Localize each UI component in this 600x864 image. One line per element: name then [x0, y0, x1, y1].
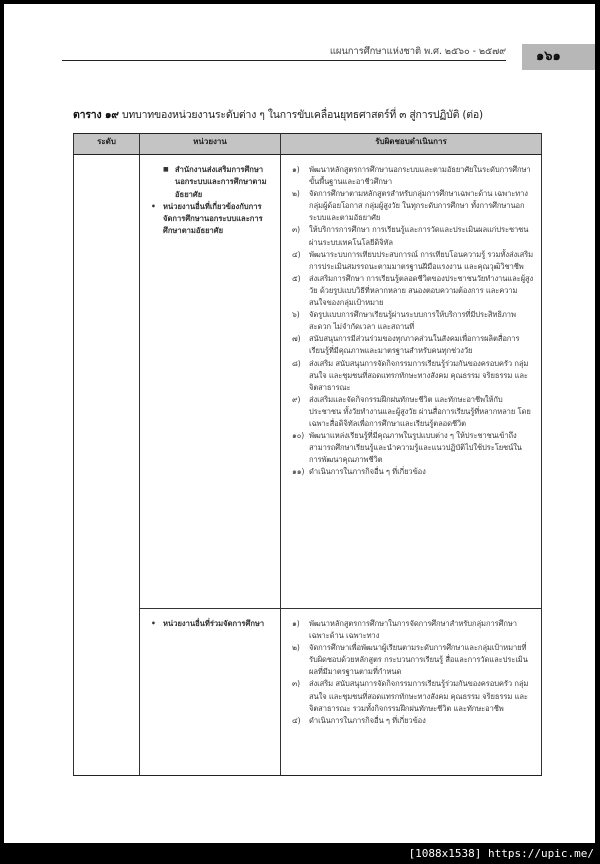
list-item: ๒) จัดการศึกษาเพื่อพัฒนาผู้เรียนตามระดับการศึกษาและกลุ่มเป้าหมายที่รับผิดชอบด้วยหลักสูตร กระบวนการเรียนรู้ สื่อและการวัดและประเมินผลที่มีมาตรฐานตามที่กำหนด — [292, 643, 528, 677]
column-header-responsibility: รับผิดชอบดำเนินการ — [281, 134, 542, 155]
running-header-title: แผนการศึกษาแห่งชาติ พ.ศ. ๒๕๖๐ - ๒๕๗๙ — [62, 45, 506, 61]
list-item: ■ สำนักงานส่งเสริมการศึกษานอกระบบและการศึกษาตามอัธยาศัย — [163, 165, 267, 199]
table-caption — [73, 107, 543, 123]
image-host-watermark: [1088x1538] https://upic.me/ — [0, 843, 600, 864]
list-item: ๓) ให้บริการการศึกษา การเรียนรู้และการวัดและประเมินผลแก่ประชาชนผ่านระบบเทคโนโลยีดิจิทัล — [292, 225, 529, 247]
list-item: ๘) ส่งเสริม สนับสนุนการจัดกิจกรรมการเรียนรู้ร่วมกันของครอบครัว กลุ่มสนใจ และชุมชนที่สอดแทรกทักษะทางสังคม คุณธรรม จริยธรรม และจิตสาธารณะ — [292, 358, 529, 392]
unit-cell — [140, 609, 281, 776]
document-page — [4, 4, 595, 843]
list-item: ๑) พัฒนาหลักสูตรการศึกษาในการจัดการศึกษาสำหรับกลุ่มการศึกษาเฉพาะด้าน เฉพาะทาง — [292, 619, 517, 641]
list-item: ๔) พัฒนาระบบการเทียบประสบการณ์ การเทียบโอนความรู้ รวมทั้งส่งเสริมการประเมินสมรรถนะตามมาตรฐานฝีมือแรงงาน และคุณวุฒิวิชาชีพ — [292, 249, 534, 271]
list-item: ๔) ดำเนินการในภารกิจอื่น ๆ ที่เกี่ยวข้อง — [292, 715, 426, 725]
level-cell — [74, 155, 140, 776]
page-number-badge: ๑๖๑ — [522, 44, 595, 70]
list-item: ๑) พัฒนาหลักสูตรการศึกษานอกระบบและตามอัธยาศัยในระดับการศึกษาขั้นพื้นฐานและอาชีวศึกษา — [292, 165, 531, 187]
column-header-level: ระดับ — [74, 134, 140, 155]
list-item: • หน่วยงานอื่นที่เกี่ยวข้องกับการจัดการศึกษานอกระบบและการศึกษาตามอัธยาศัย — [151, 201, 263, 236]
table-row — [74, 609, 542, 776]
table-caption-label: ตาราง ๑๙ — [73, 109, 119, 121]
table-row — [74, 155, 542, 609]
list-item: ๕) ส่งเสริมการศึกษา การเรียนรู้ตลอดชีวิตของประชาชนวัยทำงานและผู้สูงวัย ด้วยรูปแบบวิธีที่หลากหลาย สนองตอบความต้องการ และความสนใจของกลุ่มเป้าหมาย — [292, 273, 534, 308]
unit-list — [141, 156, 279, 244]
list-item: ๑๑) ดำเนินการในภารกิจอื่น ๆ ที่เกี่ยวข้อง — [292, 467, 426, 477]
square-bullet-icon: ■ — [163, 166, 169, 173]
responsibility-list — [282, 156, 540, 485]
bullet-icon: • — [151, 201, 156, 211]
table-header-row — [74, 134, 542, 155]
bullet-icon: • — [151, 619, 156, 628]
column-header-unit: หน่วยงาน — [140, 134, 281, 155]
list-item: ๓) ส่งเสริม สนับสนุนการจัดกิจกรรมการเรียนรู้ร่วมกันของครอบครัว กลุ่มสนใจ และชุมชนที่สอดแทรกทักษะทางสังคม คุณธรรม จริยธรรม และจิตสาธารณะ รวมทั้งกิจกรรมฝึกฝนทักษะชีวิต และทักษะอาชีพ — [292, 679, 529, 713]
list-item: ๖) จัดรูปแบบการศึกษาเรียนรู้ผ่านระบบการให้บริการที่มีประสิทธิภาพ สะดวก ไม่จำกัดเวลา และสถานที่ — [292, 310, 516, 332]
list-item: ๗) สนับสนุนการมีส่วนร่วมของทุกภาคส่วนในสังคมเพื่อการผลิตสื่อการเรียนรู้ที่มีคุณภาพและมาตรฐานสำหรับคนทุกช่วงวัย — [292, 334, 520, 356]
unit-cell — [140, 155, 281, 609]
responsibility-cell — [281, 155, 542, 609]
list-item: ๑๐) พัฒนาแหล่งเรียนรู้ที่มีคุณภาพในรูปแบบต่าง ๆ ให้ประชาชนเข้าถึง สามารถศึกษาเรียนรู้และนำความรู้และแนวปฏิบัติไปใช้ประโยชน์ในการพัฒนาคุณภาพชีวิต — [292, 431, 522, 465]
list-item: • หน่วยงานอื่นที่ร่วมจัดการศึกษา — [151, 618, 273, 630]
responsibility-list — [282, 610, 540, 734]
unit-list — [141, 610, 279, 636]
list-item: ๙) ส่งเสริมและจัดกิจกรรมฝึกฝนทักษะชีวิต และทักษะอาชีพให้กับประชาชน ทั้งวัยทำงานและผู้สูงวัย ผ่านสื่อการเรียนรู้ที่หลากหลาย โดยเฉพาะสื่อดิจิทัลเพื่อการศึกษาและเรียนรู้ตลอดชีวิต — [292, 394, 531, 428]
roles-table — [73, 133, 542, 776]
responsibility-cell — [281, 609, 542, 776]
list-item: ๒) จัดการศึกษาตามหลักสูตรสำหรับกลุ่มการศึกษาเฉพาะด้าน เฉพาะทาง กลุ่มผู้ด้อยโอกาส กลุ่มผู้สูงวัย ในทุกระดับการศึกษา ทั้งการศึกษานอกระบบและตามอัธยาศัย — [292, 189, 528, 223]
table-caption-text: บทบาทของหน่วยงานระดับต่าง ๆ ในการขับเคลื่อนยุทธศาสตร์ที่ ๓ สู่การปฏิบัติ (ต่อ) — [121, 109, 483, 121]
